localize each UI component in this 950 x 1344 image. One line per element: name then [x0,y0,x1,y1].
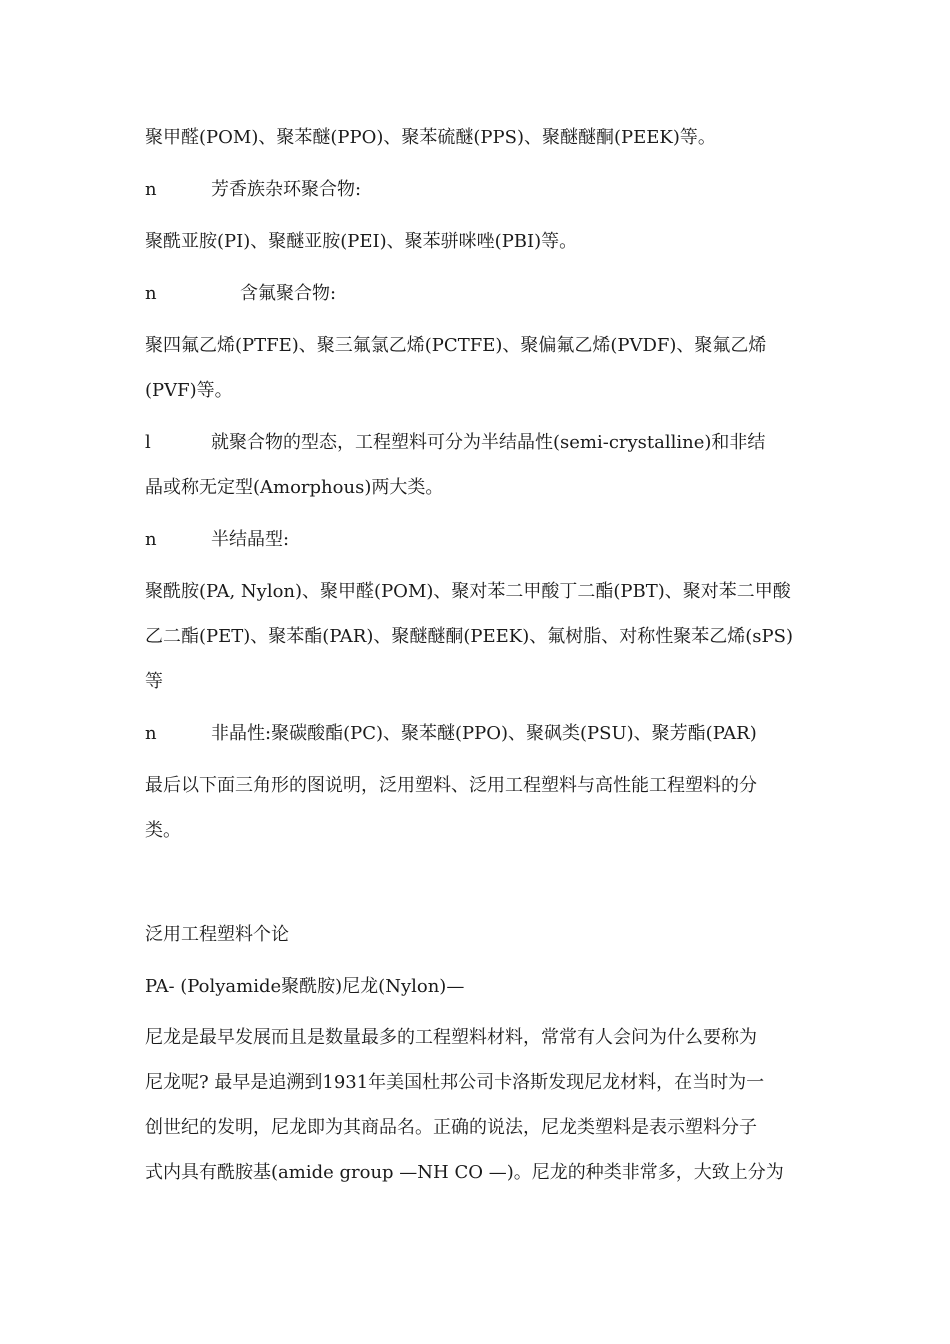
text-line: 式内具有酰胺基(amide group —NH CO —)。尼龙的种类非常多，大致上分为 [145,1162,784,1183]
bullet-marker: l [145,432,151,453]
bullet-marker: n [145,529,157,550]
text-line: 尼龙是最早发展而且是数量最多的工程塑料材料，常常有人会问为什么要称为 [145,1027,757,1048]
bullet-line: l 就聚合物的型态，工程塑料可分为半结晶性(semi-crystalline)和非结 [145,432,766,453]
text-line: (PVF)等。 [145,380,233,401]
text-line: 晶或称无定型(Amorphous)两大类。 [145,477,444,498]
text-line: 聚酰胺(PA, Nylon)、聚甲醛(POM)、聚对苯二甲酸丁二酯(PBT)、聚对苯二甲酸 [145,581,791,602]
section-heading: 泛用工程塑料个论 [145,924,289,945]
text-line: 创世纪的发明，尼龙即为其商品名。正确的说法，尼龙类塑料是表示塑料分子 [145,1117,757,1138]
bullet-line: n 非晶性:聚碳酸酯(PC)、聚苯醚(PPO)、聚砜类(PSU)、聚芳酯(PAR) [145,723,757,744]
text-line: 类。 [145,820,181,841]
text-line: 乙二酯(PET)、聚苯酯(PAR)、聚醚醚酮(PEEK)、氟树脂、对称性聚苯乙烯(sPS) [145,626,793,647]
bullet-line: n 含氟聚合物: [145,283,337,304]
text-line: 等 [145,671,163,692]
text-line: 聚四氟乙烯(PTFE)、聚三氟氯乙烯(PCTFE)、聚偏氟乙烯(PVDF)、聚氟乙烯 [145,335,767,356]
text-line: 聚酰亚胺(PI)、聚醚亚胺(PEI)、聚苯骈咪唑(PBI)等。 [145,231,578,252]
bullet-line: n 芳香族杂环聚合物: [145,179,362,200]
bullet-marker: n [145,283,157,304]
bullet-marker: n [145,723,157,744]
bullet-line: n 半结晶型: [145,529,290,550]
text-line: 聚甲醛(POM)、聚苯醚(PPO)、聚苯硫醚(PPS)、聚醚醚酮(PEEK)等。 [145,127,716,148]
text-line: 尼龙呢? 最早是追溯到1931年美国杜邦公司卡洛斯发现尼龙材料，在当时为一 [145,1072,765,1093]
subsection-heading: PA- (Polyamide聚酰胺)尼龙(Nylon)— [145,976,465,997]
text-line: 最后以下面三角形的图说明，泛用塑料、泛用工程塑料与高性能工程塑料的分 [145,775,757,796]
bullet-marker: n [145,179,157,200]
